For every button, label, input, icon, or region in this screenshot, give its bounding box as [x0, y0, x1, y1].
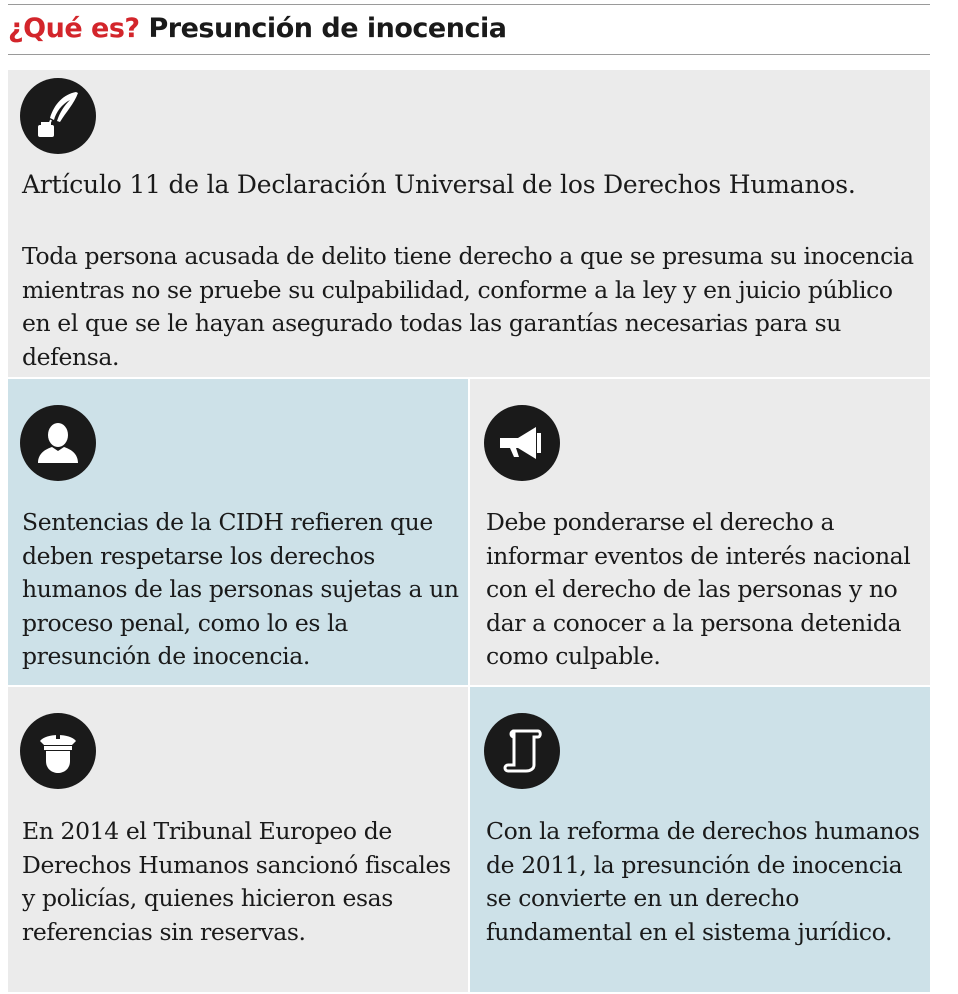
fact-text: Sentencias de la CIDH refieren que deben respetarse los derechos humanos de las personas sujetas a un proceso penal, como lo es la presunción de inocencia. — [22, 508, 459, 670]
article-title: Artículo 11 de la Declaración Universal de los Derechos Humanos. — [22, 170, 856, 199]
header-divider — [8, 54, 930, 55]
fact-card-echr — [8, 687, 468, 992]
police-officer-icon — [20, 713, 96, 789]
fact-card-media — [470, 379, 930, 685]
intro-panel — [8, 70, 930, 377]
fact-card-cidh — [8, 379, 468, 685]
intro-text: Toda persona acusada de delito tiene derecho a que se presuma su inocencia mientras no se pruebe su culpabilidad, conforme a la ley y en juicio público en el que se le hayan asegurado todas las garantías necesarias para su defensa. — [22, 242, 914, 371]
person-icon — [20, 405, 96, 481]
fact-card-reform — [470, 687, 930, 992]
page-header — [8, 10, 506, 48]
fact-text: Con la reforma de derechos humanos de 2011, la presunción de inocencia se convierte en un derecho fundamental en el sistema jurídico. — [486, 817, 920, 946]
quill-inkwell-icon — [20, 78, 96, 154]
scroll-icon — [484, 713, 560, 789]
top-divider — [8, 4, 930, 5]
page-title: Presunción de inocencia — [148, 13, 507, 44]
fact-text: En 2014 el Tribunal Europeo de Derechos Humanos sancionó fiscales y policías, quienes hicieron esas referencias sin reservas. — [22, 817, 451, 946]
megaphone-icon — [484, 405, 560, 481]
header-question: ¿Qué es? — [8, 13, 140, 44]
fact-text: Debe ponderarse el derecho a informar eventos de interés nacional con el derecho de las personas y no dar a conocer a la persona detenida como culpable. — [486, 508, 911, 670]
